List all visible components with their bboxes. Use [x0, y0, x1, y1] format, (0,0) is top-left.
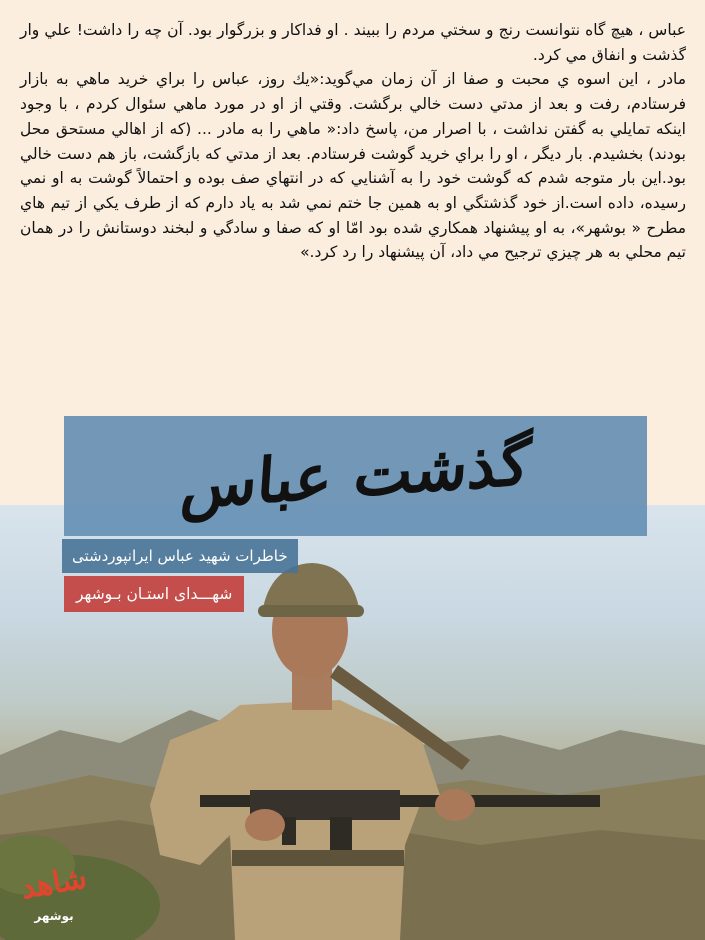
- logo-word: شاهد: [18, 860, 90, 907]
- subtitle-badge: خاطرات شهید عباس ایرانپوردشتی: [62, 539, 298, 573]
- paragraph-1: عباس ، هيچ گاه نتوانست رنج و سختي مردم را ببيند . او فداكار و بزرگوار بود. آن چه را داشت! علي وار گذشت و انفاق مي كرد.: [20, 21, 686, 64]
- shahed-logo: [10, 862, 98, 932]
- series-badge: شهـــدای استـان بـوشهر: [64, 576, 244, 612]
- book-title: گذشت عباس: [178, 425, 533, 524]
- logo-subtext: بوشهر: [34, 909, 74, 923]
- memoir-text: [20, 18, 686, 265]
- paragraph-2: مادر ، اين اسوه ي محبت و صفا از آن زمان مي‌گويد:«يك روز، عباس را براي خريد ماهي به بازار فرستادم، رفت و بعد از مدتي دست خالي برگشت. وقتي از او در مورد ماهي سئوال كردم ، با وجود اينكه تمايلي به گفتن نداشت ، با اصرار من، پاسخ داد:« ماهي را به مادر ... (كه از اهالي مستحق محل بودند) بخشيدم. بار ديگر ، او را براي خريد گوشت فرستادم. بعد از مدتي كه بازگشت، باز هم دست خالي بود.اين بار متوجه شدم كه گوشت خود را به آشنايي كه در انتهاي صف بوده و احتمالاً گوشت به او نمي رسيده، داده است.از خود گذشتگي او به همين جا ختم نمي شد به ياد دارم كه از طرف يكي از تيم هاي مطرح « بوشهر»، به او پيشنهاد همكاري شده بود امّا او كه صفا و سادگي و لبخند دوستانش را در همان تيم محلي به هر چيزي ترجيح مي داد، آن پيشنهاد را رد كرد.»: [20, 70, 686, 262]
